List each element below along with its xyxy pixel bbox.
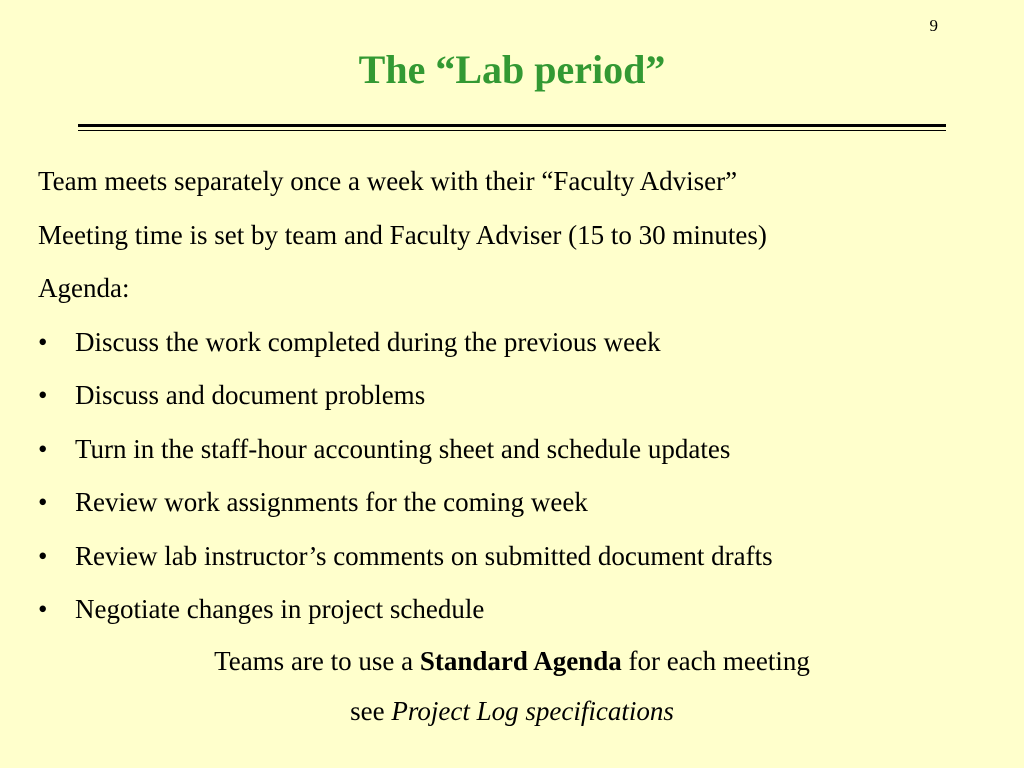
bullet-icon: •: [38, 540, 48, 571]
footer-text: see: [350, 696, 392, 726]
footer-text: for each meeting: [621, 646, 810, 676]
bullet-item: [38, 476, 998, 530]
intro-line: Team meets separately once a week with their “Faculty Adviser”: [38, 166, 738, 196]
bullet-icon: •: [38, 380, 48, 410]
title-divider-thin: [78, 130, 946, 131]
footer-project-log-reference: [0, 691, 1024, 731]
bullet-icon: •: [38, 326, 48, 357]
page-number: 9: [929, 16, 938, 35]
project-log-specifications: Project Log specifications: [391, 696, 674, 726]
agenda-heading: Agenda:: [38, 273, 130, 303]
title-divider-thick: [78, 124, 946, 127]
bullet-text: Discuss the work completed during the previous week: [75, 326, 661, 357]
bullet-text: Negotiate changes in project schedule: [75, 594, 485, 624]
slide-title: The “Lab period”: [358, 47, 666, 92]
bullet-icon: •: [38, 487, 48, 517]
bullet-icon: •: [38, 594, 48, 624]
bullet-item: [38, 583, 998, 637]
footer-standard-agenda: [0, 641, 1024, 681]
bullet-item: [38, 316, 998, 370]
intro-line: Meeting time is set by team and Faculty Adviser (15 to 30 minutes): [38, 219, 767, 250]
bullet-item: [38, 530, 998, 584]
bullet-text: Review lab instructor’s comments on submitted document drafts: [75, 540, 773, 571]
bullet-text: Review work assignments for the coming week: [75, 487, 588, 517]
bullet-item: [38, 369, 998, 423]
bullet-text: Discuss and document problems: [75, 380, 426, 410]
bullet-item: [38, 423, 998, 477]
bullet-icon: •: [38, 433, 48, 464]
footer-text: Teams are to use a: [214, 646, 420, 676]
bullet-text: Turn in the staff-hour accounting sheet and schedule updates: [75, 433, 731, 464]
standard-agenda-emphasis: Standard Agenda: [419, 646, 622, 676]
slide-body: [38, 155, 998, 637]
